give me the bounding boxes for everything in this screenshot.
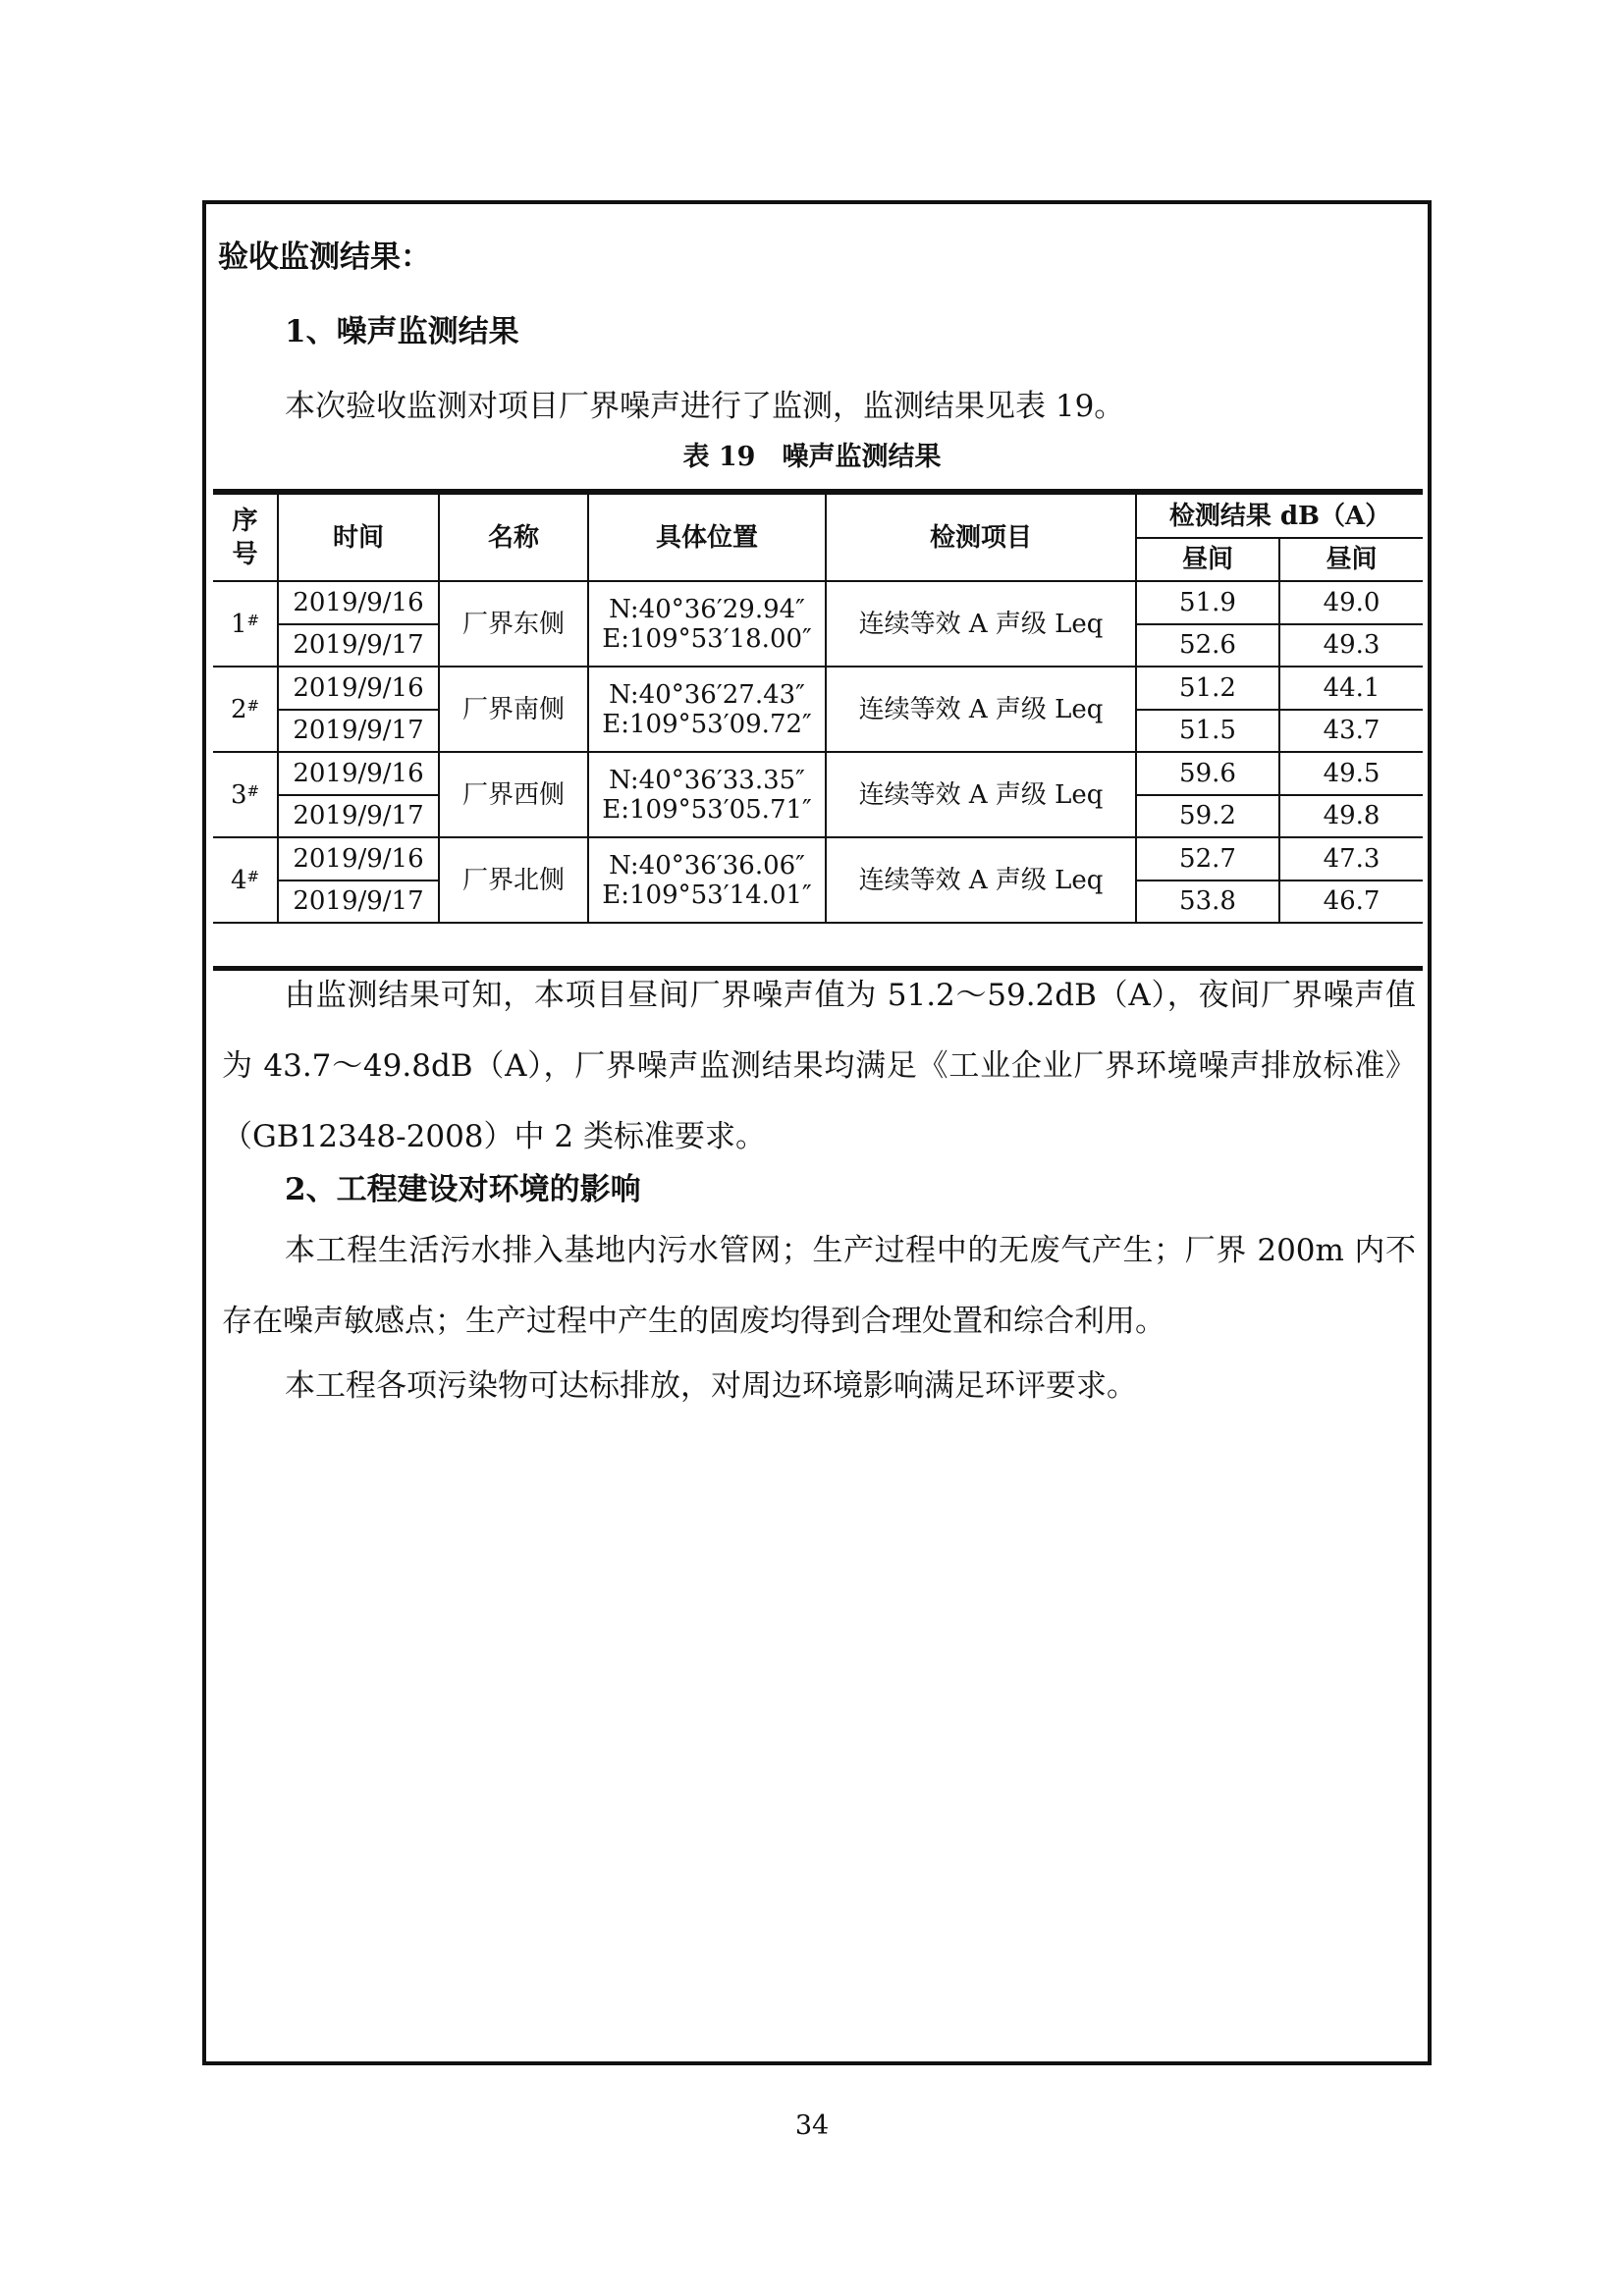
row-index: 3# <box>213 752 278 837</box>
row-night-value: 44.1 <box>1279 667 1423 710</box>
row-night-value: 46.7 <box>1279 881 1423 924</box>
row-item: 连续等效 A 声级 Leq <box>826 837 1136 923</box>
row-date: 2019/9/16 <box>278 837 439 881</box>
row-name: 厂界西侧 <box>439 752 588 837</box>
section2-title: 2、工程建设对环境的影响 <box>285 1172 641 1207</box>
row-day-value: 59.6 <box>1136 752 1279 795</box>
noise-results-table <box>213 495 1423 924</box>
row-date: 2019/9/16 <box>278 581 439 624</box>
row-night-value: 49.8 <box>1279 795 1423 838</box>
page-number: 34 <box>794 2110 830 2141</box>
row-night-value: 47.3 <box>1279 837 1423 881</box>
row-date: 2019/9/17 <box>278 624 439 667</box>
row-name: 厂界南侧 <box>439 667 588 752</box>
row-location: N:40°36′27.43″ E:109°53′09.72″ <box>588 667 826 752</box>
row-day-value: 51.5 <box>1136 710 1279 753</box>
header-night: 昼间 <box>1279 538 1423 581</box>
row-night-value: 49.5 <box>1279 752 1423 795</box>
row-location: N:40°36′33.35″ E:109°53′05.71″ <box>588 752 826 837</box>
row-day-value: 52.6 <box>1136 624 1279 667</box>
row-index: 1# <box>213 581 278 667</box>
row-index: 2# <box>213 667 278 752</box>
row-date: 2019/9/16 <box>278 752 439 795</box>
header-name: 名称 <box>439 495 588 581</box>
row-item: 连续等效 A 声级 Leq <box>826 752 1136 837</box>
row-name: 厂界北侧 <box>439 837 588 923</box>
row-item: 连续等效 A 声级 Leq <box>826 581 1136 667</box>
row-day-value: 51.2 <box>1136 667 1279 710</box>
row-day-value: 51.9 <box>1136 581 1279 624</box>
row-date: 2019/9/16 <box>278 667 439 710</box>
header-index: 序号 <box>213 495 278 581</box>
row-night-value: 43.7 <box>1279 710 1423 753</box>
table-caption: 表 19 噪声监测结果 <box>682 442 942 472</box>
results-heading: 验收监测结果： <box>218 240 431 275</box>
section2-paragraph-1: 本工程生活污水排入基地内污水管网；生产过程中的无废气产生；厂界 200m 内不存在噪声敏感点；生产过程中产生的固废均得到合理处置和综合利用。 <box>222 1233 1416 1339</box>
row-day-value: 59.2 <box>1136 795 1279 838</box>
row-item: 连续等效 A 声级 Leq <box>826 667 1136 752</box>
header-time: 时间 <box>278 495 439 581</box>
header-day: 昼间 <box>1136 538 1279 581</box>
section2-paragraph-2: 本工程各项污染物可达标排放，对周边环境影响满足环评要求。 <box>285 1368 1137 1404</box>
conclusion-paragraph: 由监测结果可知，本项目昼间厂界噪声值为 51.2～59.2dB（A），夜间厂界噪声值为 43.7～49.8dB（A），厂界噪声监测结果均满足《工业企业厂界环境噪声排放标准》（GB12348-2008）中 2 类标准要求。 <box>222 978 1416 1154</box>
row-day-value: 52.7 <box>1136 837 1279 881</box>
section1-intro: 本次验收监测对项目厂界噪声进行了监测，监测结果见表 19。 <box>285 389 1125 424</box>
row-day-value: 53.8 <box>1136 881 1279 924</box>
row-name: 厂界东侧 <box>439 581 588 667</box>
row-date: 2019/9/17 <box>278 795 439 838</box>
row-date: 2019/9/17 <box>278 881 439 924</box>
row-location: N:40°36′36.06″ E:109°53′14.01″ <box>588 837 826 923</box>
row-location: N:40°36′29.94″ E:109°53′18.00″ <box>588 581 826 667</box>
row-night-value: 49.0 <box>1279 581 1423 624</box>
section1-title: 1、噪声监测结果 <box>285 314 519 349</box>
header-item: 检测项目 <box>826 495 1136 581</box>
row-date: 2019/9/17 <box>278 710 439 753</box>
row-index: 4# <box>213 837 278 923</box>
header-location: 具体位置 <box>588 495 826 581</box>
header-result-group: 检测结果 dB（A） <box>1136 495 1423 538</box>
row-night-value: 49.3 <box>1279 624 1423 667</box>
